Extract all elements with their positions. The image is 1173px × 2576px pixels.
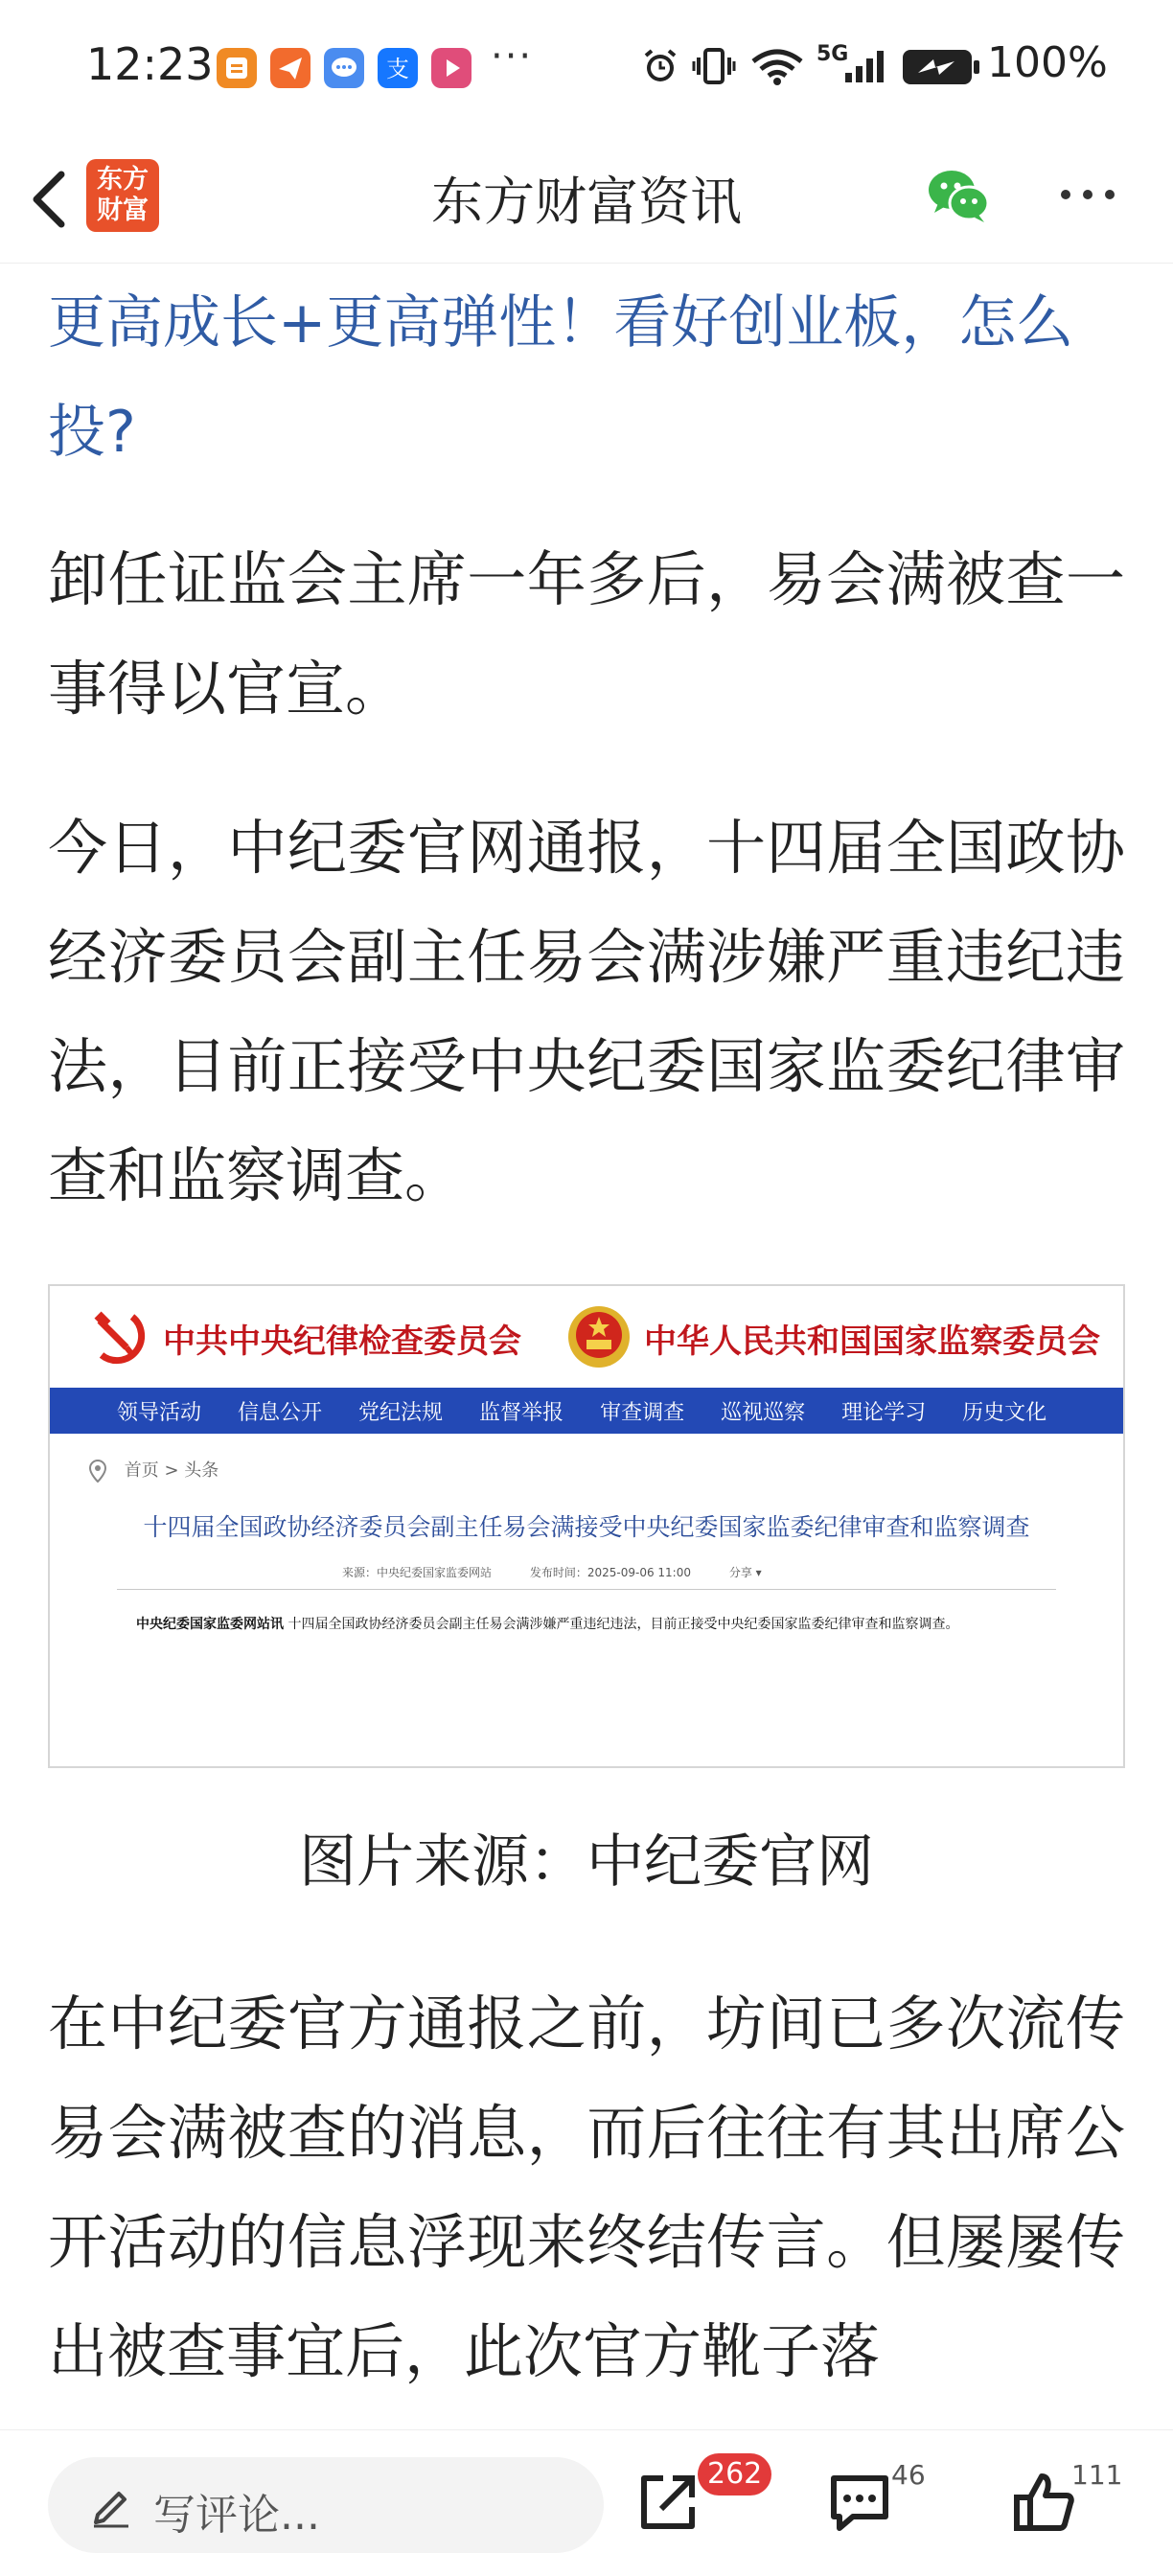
pencil-icon [90,2482,132,2528]
share-icon[interactable] [634,2469,702,2536]
figure-headline: 十四届全国政协经济委员会副主任易会满接受中央纪委国家监委纪律审查和监察调查 [143,1513,1030,1541]
figure-nav-item: 审查调查 [600,1400,685,1425]
status-bar [0,0,1173,134]
notification-app-icon [217,48,257,88]
svg-text:支: 支 [386,56,409,82]
location-pin-icon [88,1460,107,1483]
comment-input[interactable] [48,2457,604,2553]
figure-body-text: 十四届全国政协经济委员会副主任易会满涉嫌严重违纪违法，目前正接受中央纪委国家监委纪律审查和监察调查。 [284,1617,959,1632]
figure-nav-bar [50,1388,1123,1434]
figure-org-right: 中华人民共和国国家监察委员会 [644,1322,1100,1361]
article-paragraph: 卸任证监会主席一年多后，易会满被查一事得以官宣。 [48,544,1125,724]
wifi-icon [746,46,809,86]
status-more-indicator: ··· [491,34,534,79]
page-title: 东方财富资讯 [431,172,742,232]
figure-meta [342,1564,796,1580]
figure-nav-item: 理论学习 [841,1400,927,1425]
status-time: 12:23 [86,38,214,90]
logo-line-1: 东方 [97,165,149,195]
notification-message-icon [324,48,364,88]
notification-send-icon [270,48,310,88]
vibrate-icon [692,46,736,86]
figure-breadcrumb-text: 首页 > 头条 [124,1460,219,1481]
comment-icon[interactable] [826,2469,893,2536]
figure-nav-item: 监督举报 [479,1400,564,1425]
figure-nav-item: 巡视巡察 [721,1400,806,1425]
figure-nav-item: 领导活动 [117,1400,202,1425]
more-options-icon[interactable] [1054,171,1121,218]
comment-count: 46 [891,2459,926,2491]
share-count-badge: 262 [698,2453,771,2496]
figure-body [136,1614,1066,1633]
figure-nav-item: 党纪法规 [358,1400,444,1425]
battery-icon [901,46,981,88]
figure-header [50,1286,1123,1387]
party-emblem-icon [88,1307,150,1368]
bottom-action-bar [0,2429,1173,2576]
related-article-link[interactable]: 更高成长+更高弹性！看好创业板，怎么投? [48,289,1074,466]
national-emblem-icon [565,1303,632,1370]
article-paragraph: 在中纪委官方通报之前，坊间已多次流传易会满被查的消息，而后往往有其出席公开活动的信息浮现来终结传言。但屡屡传出被查事宜后，此次官方靴子落 [48,1989,1125,2386]
notification-alipay-icon [378,48,418,88]
figure-body-lead: 中央纪委国家监委网站讯 [136,1617,284,1632]
like-count: 111 [1071,2459,1123,2491]
figure-org-left: 中共中央纪律检查委员会 [163,1322,521,1361]
wechat-share-icon[interactable] [925,161,994,230]
battery-percent: 100% [987,38,1108,87]
back-arrow-icon[interactable] [23,161,80,238]
figure-source: 来源：中央纪委国家监委网站 [342,1566,493,1579]
figure-nav-item: 信息公开 [238,1400,323,1425]
notification-video-icon [431,48,472,88]
network-type-label: 5G [816,42,849,66]
figure-breadcrumb [88,1457,218,1483]
figure-divider [117,1589,1056,1590]
like-thumb-icon[interactable] [1011,2469,1078,2536]
figure-nav-item: 历史文化 [962,1400,1047,1425]
top-nav-bar [0,134,1173,264]
signal-icon [841,46,889,86]
app-logo[interactable] [86,159,159,232]
figure-share: 分享 ▾ [728,1566,762,1579]
image-caption: 图片来源：中纪委官网 [299,1828,874,1896]
logo-line-2: 财富 [97,196,149,225]
alarm-icon [640,46,680,86]
figure-publish-time: 发布时间：2025-09-06 11:00 [529,1566,691,1579]
article-paragraph: 今日，中纪委官网通报，十四届全国政协经济委员会副主任易会满涉嫌严重违纪违法，目前正接受中央纪委国家监委纪律审查和监察调查。 [48,813,1125,1210]
comment-placeholder: 写评论... [153,2491,320,2540]
article-image[interactable] [48,1284,1125,1768]
